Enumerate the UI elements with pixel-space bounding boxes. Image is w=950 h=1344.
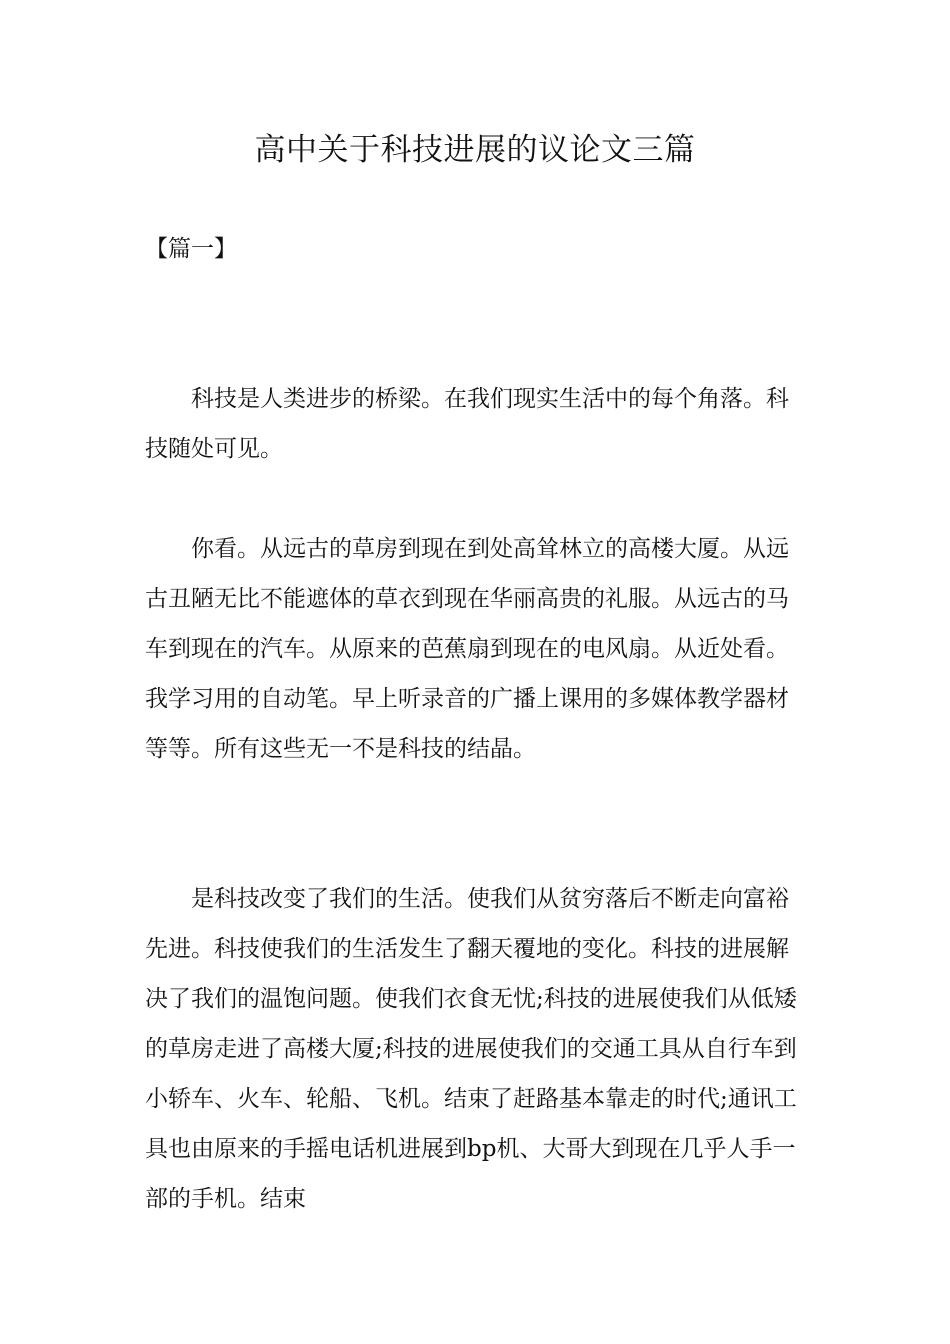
section-label: 【篇一】 [145, 236, 237, 262]
document-title: 高中关于科技进展的议论文三篇 [254, 132, 696, 168]
paragraph-1: 科技是人类进步的桥梁。在我们现实生活中的每个角落。科技随处可见。 [145, 386, 789, 462]
paragraph-3: 是科技改变了我们的生活。使我们从贫穷落后不断走向富裕先进。科技使我们的生活发生了翻天覆地的变化。科技的进展解决了我们的温饱问题。使我们衣食无忧;科技的进展使我们从低矮的草房走进了高楼大厦;科技的进展使我们的交通工具从自行车到小轿车、火车、轮船、飞机。结束了赶路基本靠走的时代;通讯工具也由原来的手摇电话机进展到bp机、大哥大到现在几乎人手一部的手机。结束 [145, 886, 797, 1212]
paragraph-2: 你看。从远古的草房到现在到处高耸林立的高楼大厦。从远古丑陋无比不能遮体的草衣到现在华丽高贵的礼服。从远古的马车到现在的汽车。从原来的芭蕉扇到现在的电风扇。从近处看。我学习用的自动笔。早上听录音的广播上课用的多媒体教学器材等等。所有这些无一不是科技的结晶。 [145, 536, 789, 762]
